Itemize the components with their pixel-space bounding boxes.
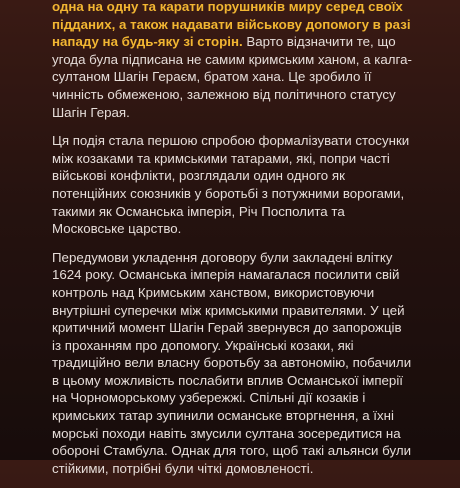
paragraph-1-text: Варто відзначити те, що угода була підписана не самим кримським ханом, а калга-султаном Шагін Гераєм, братом хана. Це зробило її чинність обмеженою, залежною від політичного статусу Шагін Герая. bbox=[52, 34, 412, 120]
paragraph-3: Передумови укладення договору були закладені влітку 1624 року. Османська імперія намагалася посилити свій контроль над Кримським ханством, використовуючи внутрішні суперечки між кримськими правителями. У цей критичний момент Шагін Герай звернувся до запорожців із проханням про допомогу. Українські козаки, які традиційно вели власну боротьбу за автономію, побачили в цьому можливість послабити вплив Османської імперії на Чорноморському узбережжі. Спільні дії козаків і кримських татар зупинили османське вторгнення, а їхні морські походи навіть змусили султана зосередитися на обороні Стамбула. Однак для того, щоб такі альянси були стійкими, потрібні були чіткі домовленості. bbox=[52, 249, 412, 476]
highlighted-text: одна на одну та карати порушників миру серед своїх підданих, а також надавати військову допомогу в разі нападу на будь-яку зі сторін. bbox=[52, 0, 411, 50]
paragraph-1 bbox=[52, 0, 412, 121]
article-text bbox=[52, 0, 412, 488]
paragraph-2: Ця подія стала першою спробою формалізувати стосунки між козаками та кримськими татарами, які, попри часті військові конфлікти, розглядали один одного як потенційних союзників у боротьбі з потужними ворогами, такими як Османська імперія, Річ Посполита та Московське царство. bbox=[52, 133, 410, 237]
